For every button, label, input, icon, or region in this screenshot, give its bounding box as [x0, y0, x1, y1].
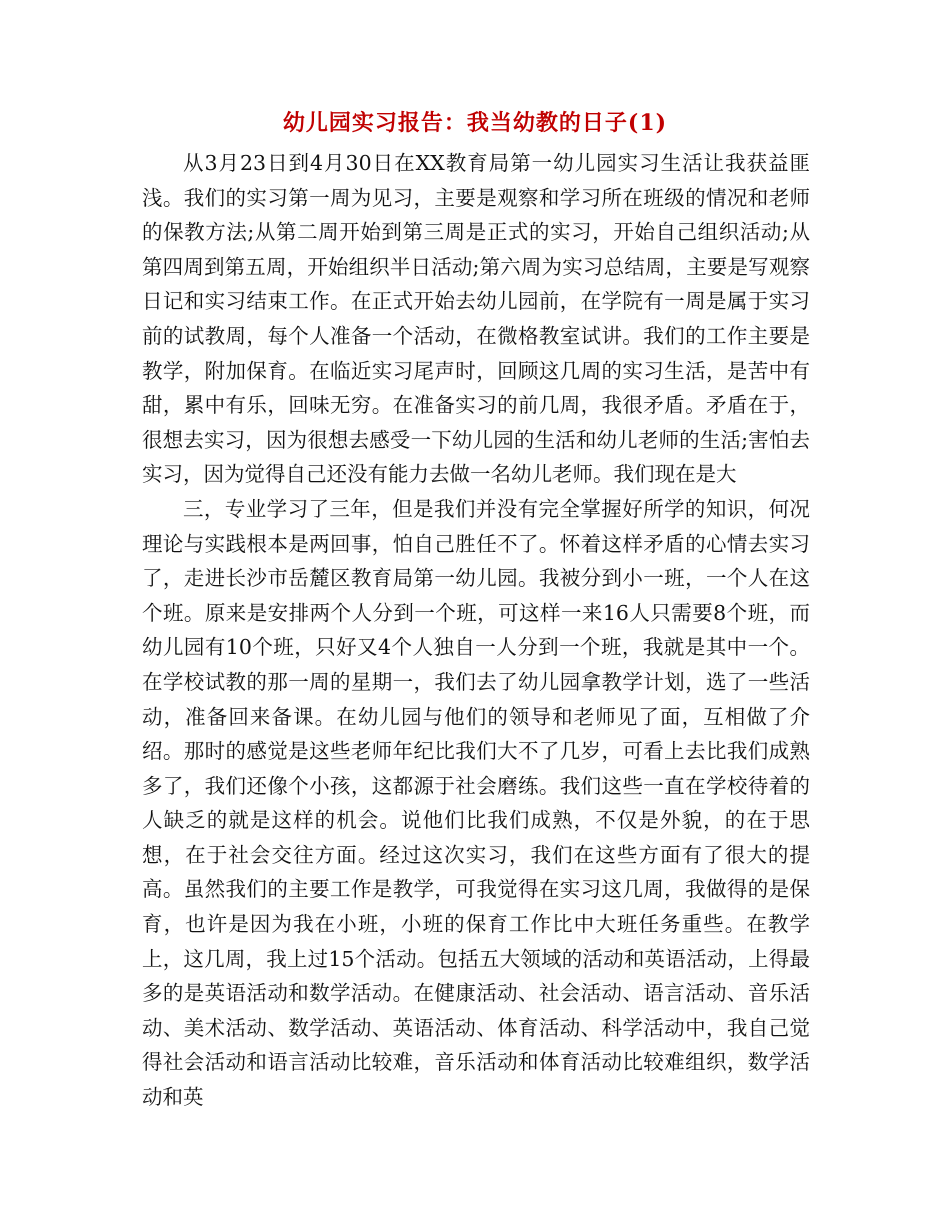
paragraph-2: 三，专业学习了三年，但是我们并没有完全掌握好所学的知识，何况理论与实践根本是两回事，怕自己胜任不了。怀着这样矛盾的心情去实习了，走进长沙市岳麓区教育局第一幼儿园。我被分到小一班，一个人在这个班。原来是安排两个人分到一个班，可这样一来16人只需要8个班，而幼儿园有10个班，只好又4个人独自一人分到一个班，我就是其中一个。在学校试教的那一周的星期一，我们去了幼儿园拿教学计划，选了一些活动，准备回来备课。在幼儿园与他们的领导和老师见了面，互相做了介绍。那时的感觉是这些老师年纪比我们大不了几岁，可看上去比我们成熟多了，我们还像个小孩，这都源于社会磨练。我们这些一直在学校待着的人缺乏的就是这样的机会。说他们比我们成熟，不仅是外貌，的在于思想，在于社会交往方面。经过这次实习，我们在这些方面有了很大的提高。虽然我们的主要工作是教学，可我觉得在实习这几周，我做得的是保育，也许是因为我在小班，小班的保育工作比中大班任务重些。在教学上，这几周，我上过15个活动。包括五大领域的活动和英语活动，上得最多的是英语活动和数学活动。在健康活动、社会活动、语言活动、音乐活动、美术活动、数学活动、英语活动、体育活动、科学活动中，我自己觉得社会活动和语言活动比较难，音乐活动和体育活动比较难组织，数学活动和英 [142, 496, 810, 1110]
document-body [142, 146, 810, 1115]
document-title: 幼儿园实习报告：我当幼教的日子(1) [282, 110, 668, 136]
paragraph-1: 从3月23日到4月30日在XX教育局第一幼儿园实习生活让我获益匪浅。我们的实习第一周为见习，主要是观察和学习所在班级的情况和老师的保教方法;从第二周开始到第三周是正式的实习，开始自己组织活动;从第四周到第五周，开始组织半日活动;第六周为实习总结周，主要是写观察日记和实习结束工作。在正式开始去幼儿园前，在学院有一周是属于实习前的试教周，每个人准备一个活动，在微格教室试讲。我们的工作主要是教学，附加保育。在临近实习尾声时，回顾这几周的实习生活，是苦中有甜，累中有乐，回味无穷。在准备实习的前几周，我很矛盾。矛盾在于，很想去实习，因为很想去感受一下幼儿园的生活和幼儿老师的生活;害怕去实习，因为觉得自己还没有能力去做一名幼儿老师。我们现在是大 [142, 151, 810, 487]
